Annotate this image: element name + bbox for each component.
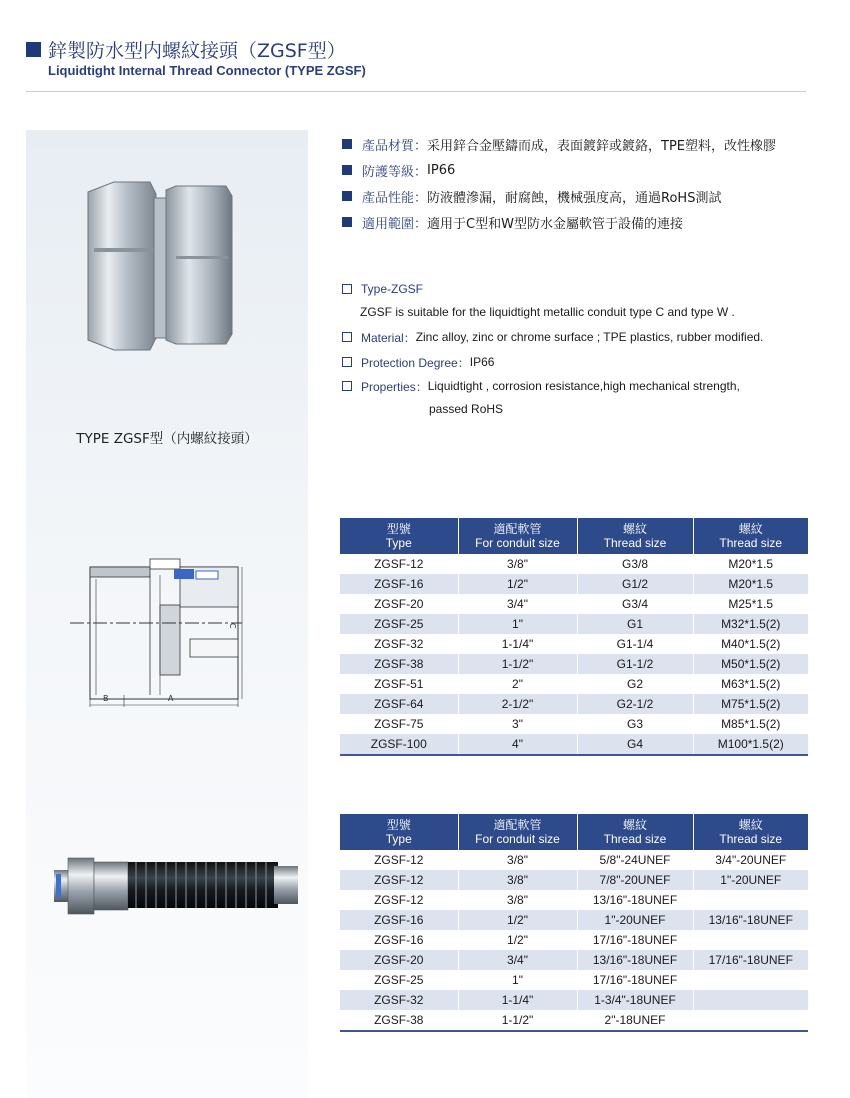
- table-cell: 1-1/4": [458, 634, 577, 654]
- col-header-type: 型號 Type: [340, 518, 458, 554]
- product-caption: TYPE ZGSF型（内螺紋接頭）: [76, 431, 258, 447]
- page-title-en: Liquidtight Internal Thread Connector (TYPE ZGSF): [48, 63, 366, 78]
- bullet-square-icon: [342, 139, 352, 149]
- table-cell: 1-3/4"-18UNEF: [577, 990, 693, 1010]
- dim-label-a: A: [168, 694, 174, 703]
- table-cell: G1-1/2: [577, 654, 693, 674]
- table-cell: 1"-20UNEF: [577, 910, 693, 930]
- table-cell: M85*1.5(2): [693, 714, 808, 734]
- table-cell: M20*1.5: [693, 554, 808, 574]
- checkbox-square-icon: [342, 284, 352, 294]
- table-cell: M20*1.5: [693, 574, 808, 594]
- table-cell: G2-1/2: [577, 694, 693, 714]
- title-marker: [26, 42, 41, 57]
- table-cell: M50*1.5(2): [693, 654, 808, 674]
- table-cell: [693, 890, 808, 910]
- table-cell: M32*1.5(2): [693, 614, 808, 634]
- table-row: [340, 574, 808, 594]
- col-header-thread: 螺紋 Thread size: [577, 518, 693, 554]
- table-header-row: [340, 814, 808, 850]
- col-header-thread-2: 螺紋 Thread size: [693, 518, 808, 554]
- table-row: [340, 850, 808, 870]
- table-cell: ZGSF-16: [340, 930, 458, 950]
- table-cell: ZGSF-12: [340, 870, 458, 890]
- table-cell: 3/8": [458, 890, 577, 910]
- table-cell: ZGSF-100: [340, 734, 458, 755]
- checkbox-square-icon: [342, 381, 352, 391]
- table-row: [340, 654, 808, 674]
- table-row: [340, 614, 808, 634]
- col-header-thread-2: 螺紋 Thread size: [693, 814, 808, 850]
- header-divider: [26, 91, 806, 92]
- table-row: [340, 734, 808, 755]
- table-row: [340, 910, 808, 930]
- en-type-heading: Type-ZGSF: [342, 279, 423, 299]
- col-header-thread: 螺紋 Thread size: [577, 814, 693, 850]
- table-cell: [693, 970, 808, 990]
- table-row: [340, 714, 808, 734]
- spec-material-zh: 產品材質： 采用鋅合金壓鑄而成，表面鍍鋅或鍍鉻，TPE塑料，改性橡膠: [342, 134, 776, 154]
- en-properties-cont: passed RoHS: [429, 402, 504, 416]
- table-cell: [693, 1010, 808, 1031]
- en-type-desc: ZGSF is suitable for the liquidtight metallic conduit type C and type W .: [360, 305, 735, 319]
- table-cell: ZGSF-16: [340, 574, 458, 594]
- spec-protection-zh: 防護等級： IP66: [342, 160, 455, 180]
- table-cell: 3/8": [458, 850, 577, 870]
- table-row: [340, 890, 808, 910]
- table-cell: 3/4"-20UNEF: [693, 850, 808, 870]
- table-cell: 2": [458, 674, 577, 694]
- table-cell: 5/8"-24UNEF: [577, 850, 693, 870]
- thread-size-table-unef: [340, 814, 808, 1032]
- dim-label-c: C: [228, 623, 237, 629]
- table-cell: G3: [577, 714, 693, 734]
- table-header-row: [340, 518, 808, 554]
- connector-photo: [26, 130, 308, 415]
- table-row: [340, 694, 808, 714]
- table-cell: ZGSF-16: [340, 910, 458, 930]
- table-cell: 3": [458, 714, 577, 734]
- en-material: Material： Zinc alloy, zinc or chrome surface ; TPE plastics, rubber modified.: [342, 327, 763, 347]
- table-cell: G4: [577, 734, 693, 755]
- table-cell: 3/8": [458, 870, 577, 890]
- table-cell: 1": [458, 614, 577, 634]
- table-cell: G1/2: [577, 574, 693, 594]
- table-cell: M100*1.5(2): [693, 734, 808, 755]
- col-header-conduit: 適配軟管 For conduit size: [458, 518, 577, 554]
- table-cell: 1": [458, 970, 577, 990]
- en-protection: Protection Degree： IP66: [342, 352, 494, 372]
- table-cell: 1-1/4": [458, 990, 577, 1010]
- table-cell: G2: [577, 674, 693, 694]
- table-cell: ZGSF-25: [340, 614, 458, 634]
- table-row: [340, 930, 808, 950]
- table-cell: ZGSF-38: [340, 654, 458, 674]
- col-header-conduit: 適配軟管 For conduit size: [458, 814, 577, 850]
- table-cell: ZGSF-12: [340, 850, 458, 870]
- table-cell: G1-1/4: [577, 634, 693, 654]
- table-cell: M25*1.5: [693, 594, 808, 614]
- table-row: [340, 990, 808, 1010]
- en-properties: Properties： Liquidtight , corrosion resistance,high mechanical strength,: [342, 376, 740, 396]
- technical-drawing: [60, 545, 250, 715]
- table-row: [340, 870, 808, 890]
- bullet-square-icon: [342, 217, 352, 227]
- table-cell: 2"-18UNEF: [577, 1010, 693, 1031]
- page-title-zh: 鋅製防水型内螺紋接頭（ZGSF型）: [48, 40, 346, 62]
- table-cell: 17/16"-18UNEF: [693, 950, 808, 970]
- table-cell: [693, 930, 808, 950]
- table-cell: 2-1/2": [458, 694, 577, 714]
- table-cell: ZGSF-32: [340, 634, 458, 654]
- table-row: [340, 554, 808, 574]
- table-cell: 1/2": [458, 910, 577, 930]
- bullet-square-icon: [342, 191, 352, 201]
- table-row: [340, 950, 808, 970]
- table-cell: 1/2": [458, 574, 577, 594]
- table-cell: 3/4": [458, 594, 577, 614]
- conduit-assembly-photo: [52, 840, 302, 930]
- col-header-type: 型號 Type: [340, 814, 458, 850]
- table-cell: 13/16"-18UNEF: [577, 950, 693, 970]
- table-cell: ZGSF-12: [340, 554, 458, 574]
- checkbox-square-icon: [342, 332, 352, 342]
- bullet-square-icon: [342, 165, 352, 175]
- table-cell: G3/8: [577, 554, 693, 574]
- table-cell: ZGSF-75: [340, 714, 458, 734]
- table-cell: 7/8"-20UNEF: [577, 870, 693, 890]
- spec-performance-zh: 產品性能： 防液體滲漏，耐腐蝕，機械强度高，通過RoHS測試: [342, 186, 721, 206]
- table-cell: G1: [577, 614, 693, 634]
- table-cell: ZGSF-25: [340, 970, 458, 990]
- table-cell: ZGSF-32: [340, 990, 458, 1010]
- spec-application-zh: 適用範圍： 適用于C型和W型防水金屬軟管于設備的連接: [342, 212, 683, 232]
- table-cell: ZGSF-20: [340, 950, 458, 970]
- table-cell: ZGSF-20: [340, 594, 458, 614]
- table-cell: [693, 990, 808, 1010]
- table-cell: ZGSF-12: [340, 890, 458, 910]
- table-cell: 3/8": [458, 554, 577, 574]
- table-row: [340, 594, 808, 614]
- table-cell: ZGSF-38: [340, 1010, 458, 1031]
- checkbox-square-icon: [342, 357, 352, 367]
- table-cell: M75*1.5(2): [693, 694, 808, 714]
- table-cell: G3/4: [577, 594, 693, 614]
- table-cell: 4": [458, 734, 577, 755]
- table-cell: 3/4": [458, 950, 577, 970]
- dim-label-b: B: [103, 694, 109, 703]
- table-row: [340, 1010, 808, 1031]
- table-row: [340, 674, 808, 694]
- table-cell: 1-1/2": [458, 1010, 577, 1031]
- table-cell: 1"-20UNEF: [693, 870, 808, 890]
- table-cell: 13/16"-18UNEF: [577, 890, 693, 910]
- table-row: [340, 970, 808, 990]
- thread-size-table-metric: [340, 518, 808, 756]
- table-row: [340, 634, 808, 654]
- table-cell: 1/2": [458, 930, 577, 950]
- table-cell: M40*1.5(2): [693, 634, 808, 654]
- table-cell: 13/16"-18UNEF: [693, 910, 808, 930]
- table-cell: M63*1.5(2): [693, 674, 808, 694]
- table-cell: ZGSF-51: [340, 674, 458, 694]
- table-cell: 17/16"-18UNEF: [577, 930, 693, 950]
- table-cell: 1-1/2": [458, 654, 577, 674]
- table-cell: ZGSF-64: [340, 694, 458, 714]
- table-cell: 17/16"-18UNEF: [577, 970, 693, 990]
